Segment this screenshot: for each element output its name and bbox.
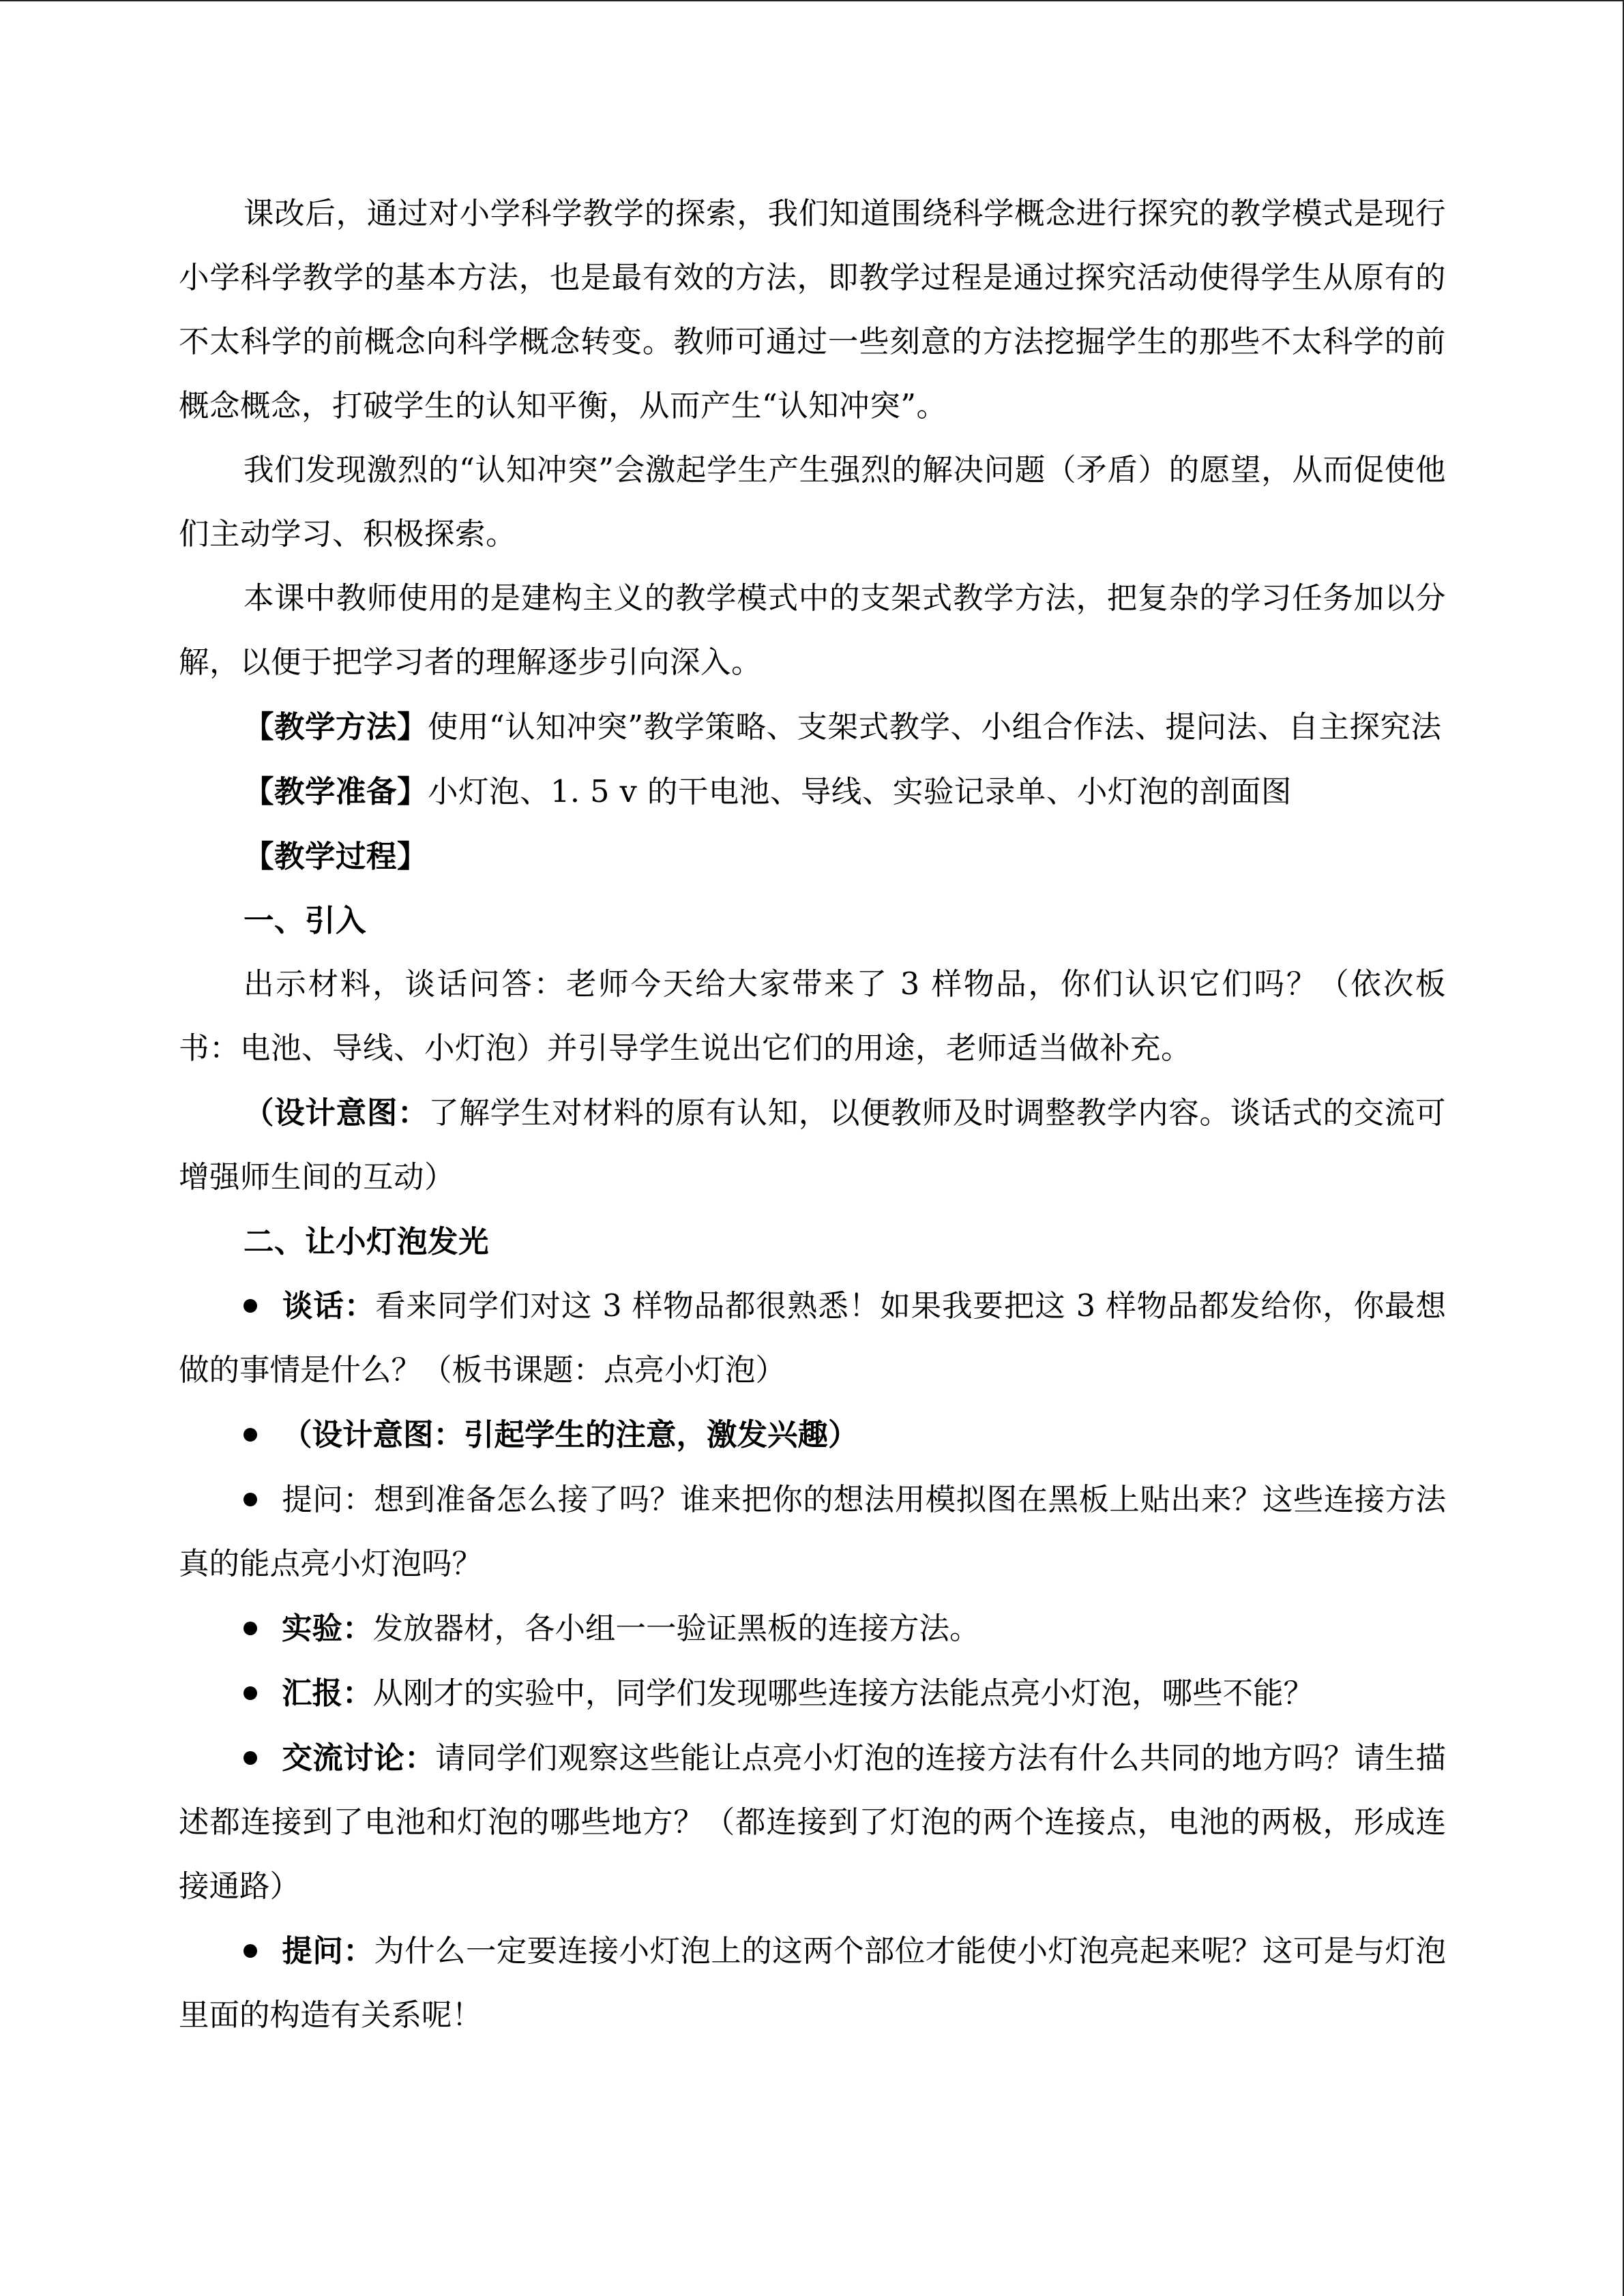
paragraph-intro: 课改后，通过对小学科学教学的探索，我们知道围绕科学概念进行探究的教学模式是现行小学科学教学的基本方法，也是最有效的方法，即教学过程是通过探究活动使得学生从原有的不太科学的前概念向科学概念转变。教师可通过一些刻意的方法挖掘学生的那些不太科学的前概念概念，打破学生的认知平衡，从而产生“认知冲突”。 — [179, 196, 1446, 423]
design-intent-1-label: （设计意图： — [243, 1095, 429, 1131]
paragraph-scaffolding: 本课中教师使用的是建构主义的教学模式中的支架式教学方法，把复杂的学习任务加以分解，以便于把学习者的理解逐步引向深入。 — [179, 581, 1446, 680]
bullet-dot-icon — [243, 1622, 257, 1635]
bullet-item-discussion — [179, 1726, 1446, 1919]
bullet-label: 提问： — [282, 1933, 374, 1969]
bullet-item-design-intent — [179, 1403, 1446, 1467]
bullet-dot-icon — [243, 1944, 257, 1958]
teaching-method — [179, 695, 1446, 760]
design-intent-1-text: 了解学生对材料的原有认知，以便教师及时调整教学内容。谈话式的交流可增强师生间的互动） — [179, 1096, 1446, 1195]
section-heading-intro: 一、引入 — [243, 903, 367, 938]
bullet-item-experiment — [179, 1596, 1446, 1661]
bullet-item-question-connect — [179, 1467, 1446, 1596]
bullet-dot-icon — [243, 1686, 257, 1700]
bullet-dot-icon — [243, 1493, 257, 1506]
teaching-method-label: 【教学方法】 — [243, 709, 428, 745]
bullet-text: 从刚才的实验中，同学们发现哪些连接方法能点亮小灯泡，哪些不能？ — [372, 1676, 1314, 1711]
teaching-process-heading: 【教学过程】 — [243, 839, 428, 874]
bullet-text: 请同学们观察这些能让点亮小灯泡的连接方法有什么共同的地方吗？请生描述都连接到了电池和灯泡的哪些地方？（都连接到了灯泡的两个连接点，电池的两极，形成连接通路） — [179, 1741, 1446, 1904]
paragraph-cognitive-conflict: 我们发现激烈的“认知冲突”会激起学生产生强烈的解决问题（矛盾）的愿望，从而促使他们主动学习、积极探索。 — [179, 453, 1446, 552]
bullet-label: 谈话： — [282, 1288, 376, 1324]
paragraph-show-materials: 出示材料，谈话问答：老师今天给大家带来了 3 样物品，你们认识它们吗？（依次板书：电池、导线、小灯泡）并引导学生说出它们的用途，老师适当做补充。 — [179, 967, 1446, 1066]
bullet-dot-icon — [243, 1751, 257, 1765]
bullet-dot-icon — [243, 1428, 257, 1442]
section-heading-light-bulb: 二、让小灯泡发光 — [243, 1224, 490, 1259]
design-intent-1 — [179, 1081, 1446, 1210]
bullet-text: 看来同学们对这 3 样物品都很熟悉！如果我要把这 3 样物品都发给你，你最想做的事情是什么？（板书课题：点亮小灯泡） — [179, 1289, 1446, 1388]
bullet-item-report — [179, 1661, 1446, 1726]
bullet-label: 汇报： — [282, 1675, 373, 1711]
bullet-text: 发放器材，各小组一一验证黑板的连接方法。 — [372, 1611, 980, 1646]
bullet-dot-icon — [243, 1299, 257, 1313]
bullet-text: 为什么一定要连接小灯泡上的这两个部位才能使小灯泡亮起来呢？这可是与灯泡里面的构造有关系呢！ — [179, 1934, 1446, 2033]
bullet-label: 实验： — [282, 1611, 373, 1646]
bullet-label: （设计意图：引起学生的注意，激发兴趣） — [282, 1417, 859, 1452]
teaching-preparation-text: 小灯泡、1. 5 v 的干电池、导线、实验记录单、小灯泡的剖面图 — [428, 775, 1292, 809]
teaching-preparation-label: 【教学准备】 — [243, 774, 428, 809]
document-body — [179, 182, 1446, 2048]
teaching-preparation — [179, 760, 1446, 824]
bullet-item-question-why — [179, 1919, 1446, 2048]
bullet-text: 提问：想到准备怎么接了吗？谁来把你的想法用模拟图在黑板上贴出来？这些连接方法真的能点亮小灯泡吗？ — [179, 1482, 1446, 1581]
bullet-item-talk — [179, 1274, 1446, 1403]
bullet-label: 交流讨论： — [282, 1740, 436, 1776]
teaching-method-text: 使用“认知冲突”教学策略、支架式教学、小组合作法、提问法、自主探究法 — [428, 710, 1442, 745]
